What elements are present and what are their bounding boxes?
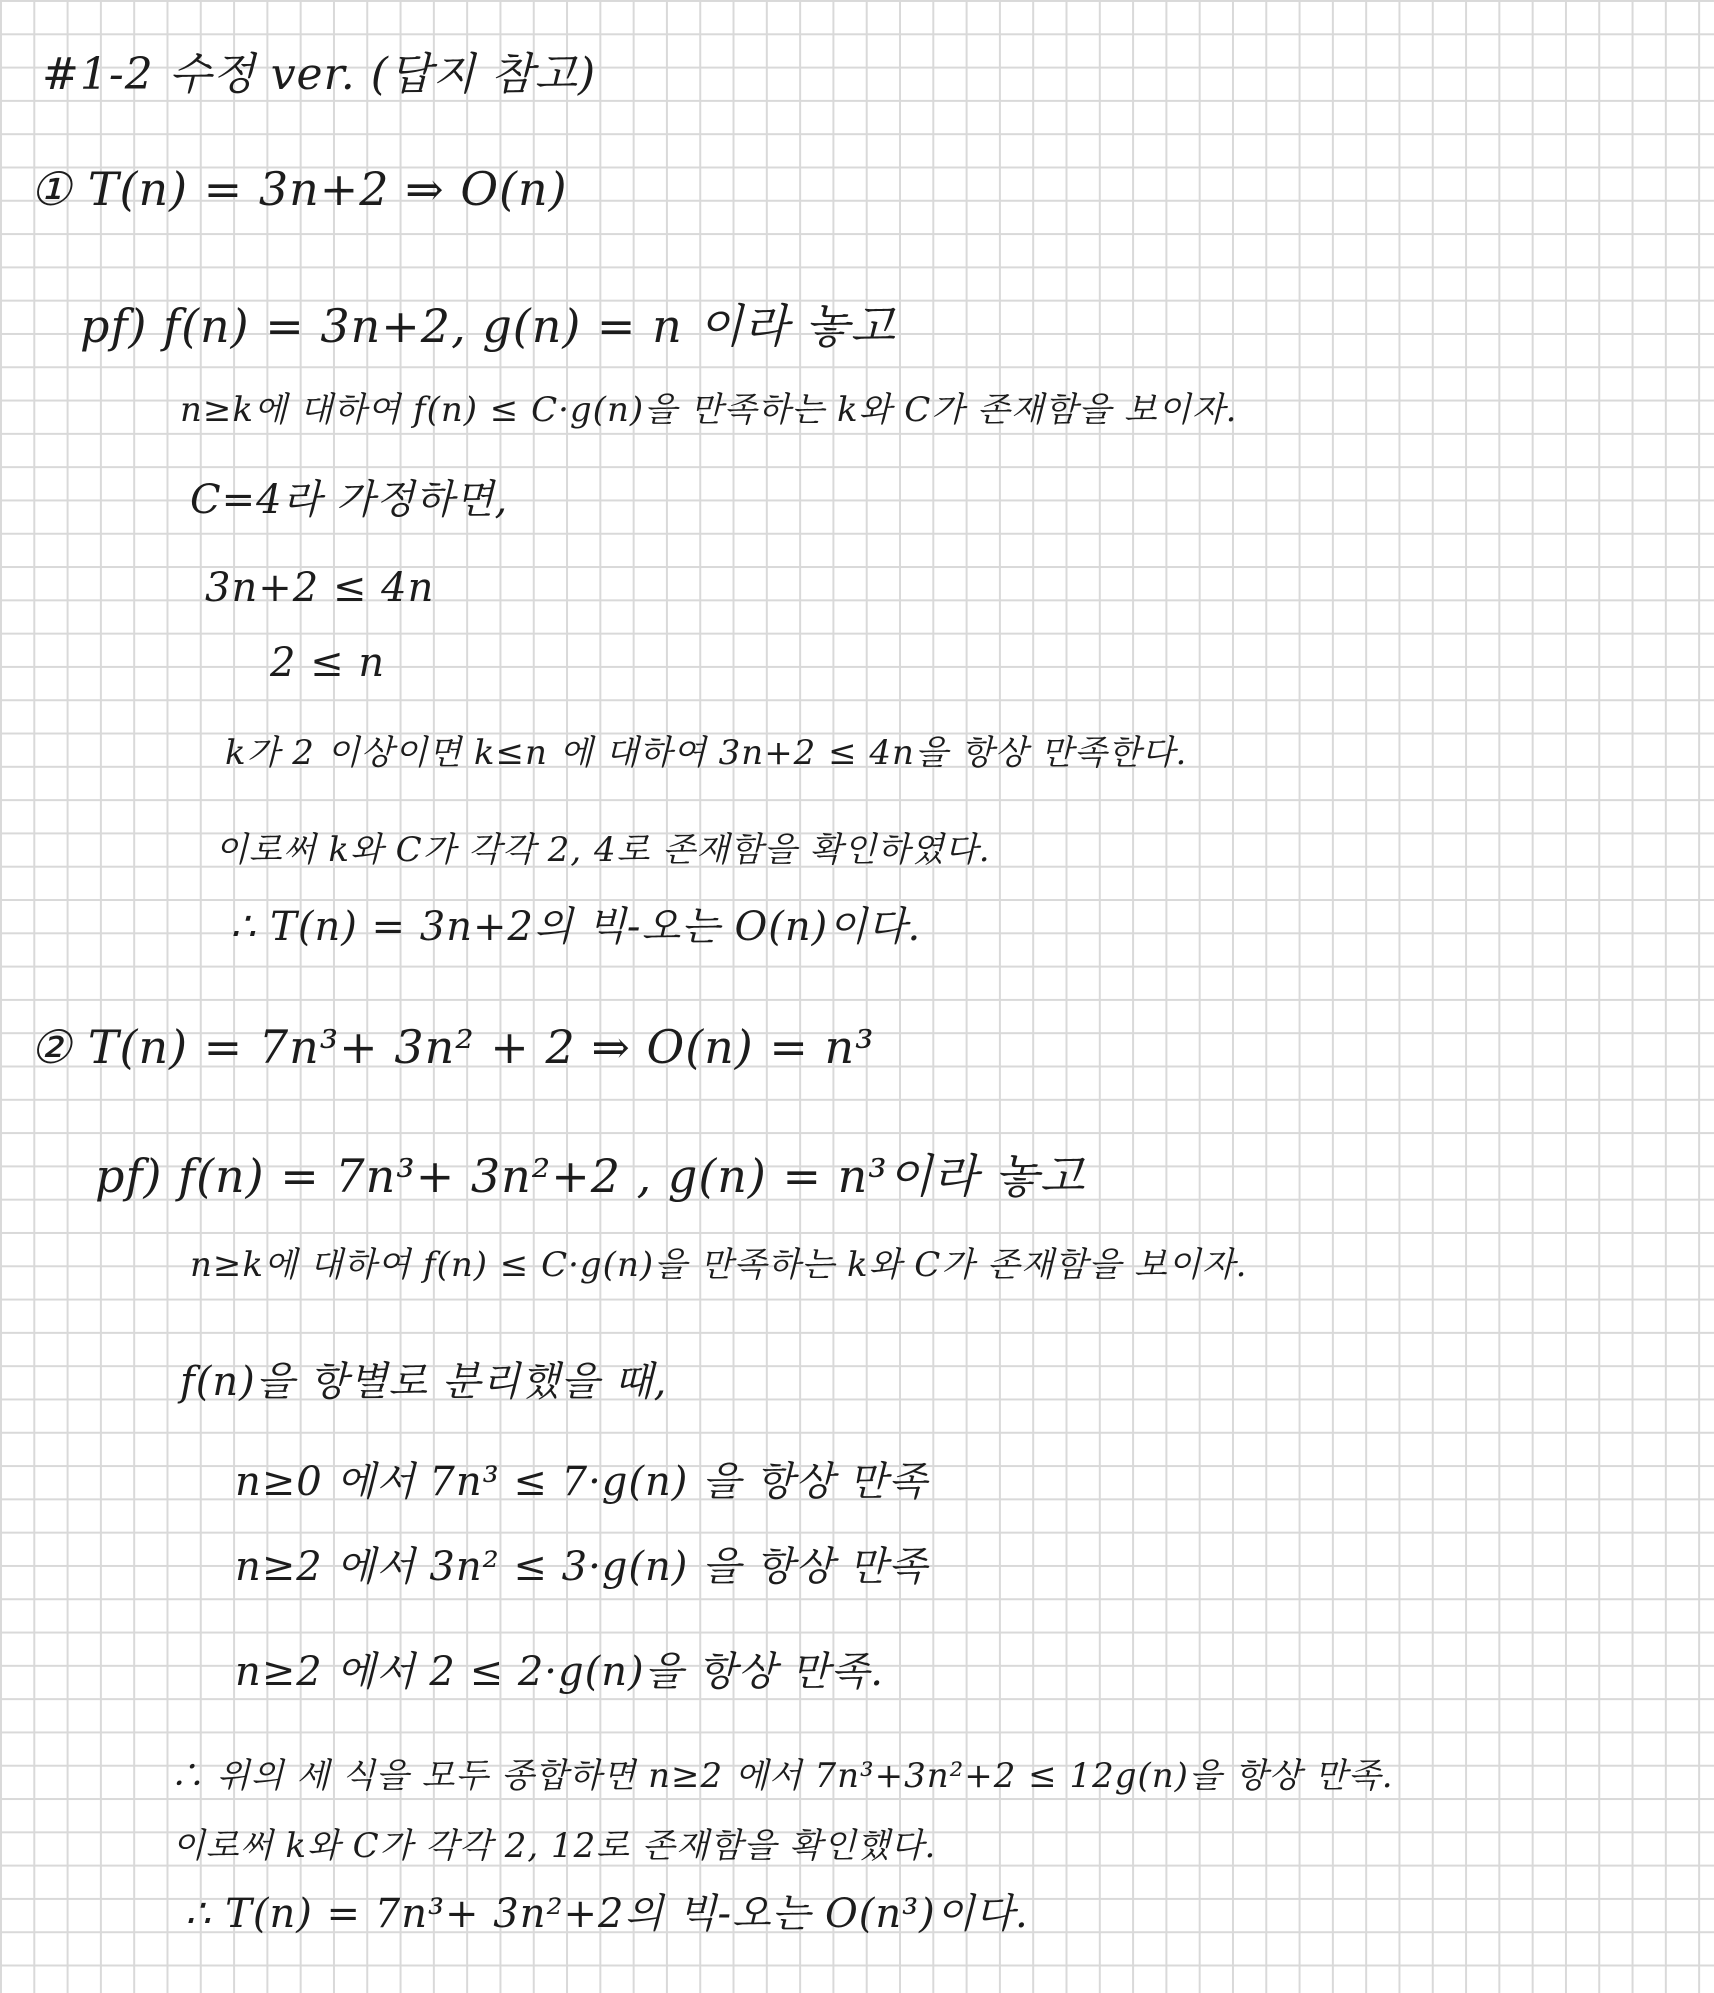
problem-1-proof-confirm: 이로써 k와 C가 각각 2, 4로 존재함을 확인하였다. <box>215 830 991 870</box>
problem-2-proof-term-3: n≥2 에서 2 ≤ 2·g(n)을 항상 만족. <box>235 1649 884 1695</box>
problem-1-proof-intro: pf) f(n) = 3n+2, g(n) = n 이라 놓고 <box>80 299 896 353</box>
problem-1-proof-step-2: 2 ≤ n <box>270 640 386 686</box>
problem-2-proof-intro: pf) f(n) = 7n³+ 3n²+2 , g(n) = n³이라 놓고 <box>95 1149 1086 1203</box>
problem-1-proof-conclusion: ∴ T(n) = 3n+2의 빅-오는 O(n)이다. <box>230 904 922 950</box>
problem-2-proof-split: f(n)을 항별로 분리했을 때, <box>180 1359 668 1405</box>
problem-1-proof-step-3: k가 2 이상이면 k≤n 에 대하여 3n+2 ≤ 4n을 항상 만족한다. <box>225 733 1188 773</box>
problem-2-heading: ② T(n) = 7n³+ 3n² + 2 ⇒ O(n) = n³ <box>30 1020 875 1074</box>
problem-2-proof-term-2: n≥2 에서 3n² ≤ 3·g(n) 을 항상 만족 <box>235 1544 928 1590</box>
problem-2-proof-conclusion: ∴ T(n) = 7n³+ 3n²+2의 빅-오는 O(n³)이다. <box>185 1891 1029 1937</box>
problem-2-proof-goal: n≥k에 대하여 f(n) ≤ C·g(n)을 만족하는 k와 C가 존재함을 보이자. <box>190 1245 1248 1285</box>
problem-2-proof-combine: ∴ 위의 세 식을 모두 종합하면 n≥2 에서 7n³+3n²+2 ≤ 12g(n)을 항상 만족. <box>170 1756 1394 1796</box>
page-title: #1-2 수정 ver. (답지 참고) <box>42 49 597 100</box>
problem-2-proof-confirm: 이로써 k와 C가 각각 2, 12로 존재함을 확인했다. <box>172 1826 937 1866</box>
problem-1-proof-step-1: 3n+2 ≤ 4n <box>205 565 435 611</box>
problem-1-proof-goal: n≥k에 대하여 f(n) ≤ C·g(n)을 만족하는 k와 C가 존재함을 보이자. <box>180 390 1238 430</box>
problem-1-proof-assumption: C=4라 가정하면, <box>190 477 509 523</box>
problem-1-heading: ① T(n) = 3n+2 ⇒ O(n) <box>30 162 568 216</box>
problem-2-proof-term-1: n≥0 에서 7n³ ≤ 7·g(n) 을 항상 만족 <box>235 1459 928 1505</box>
